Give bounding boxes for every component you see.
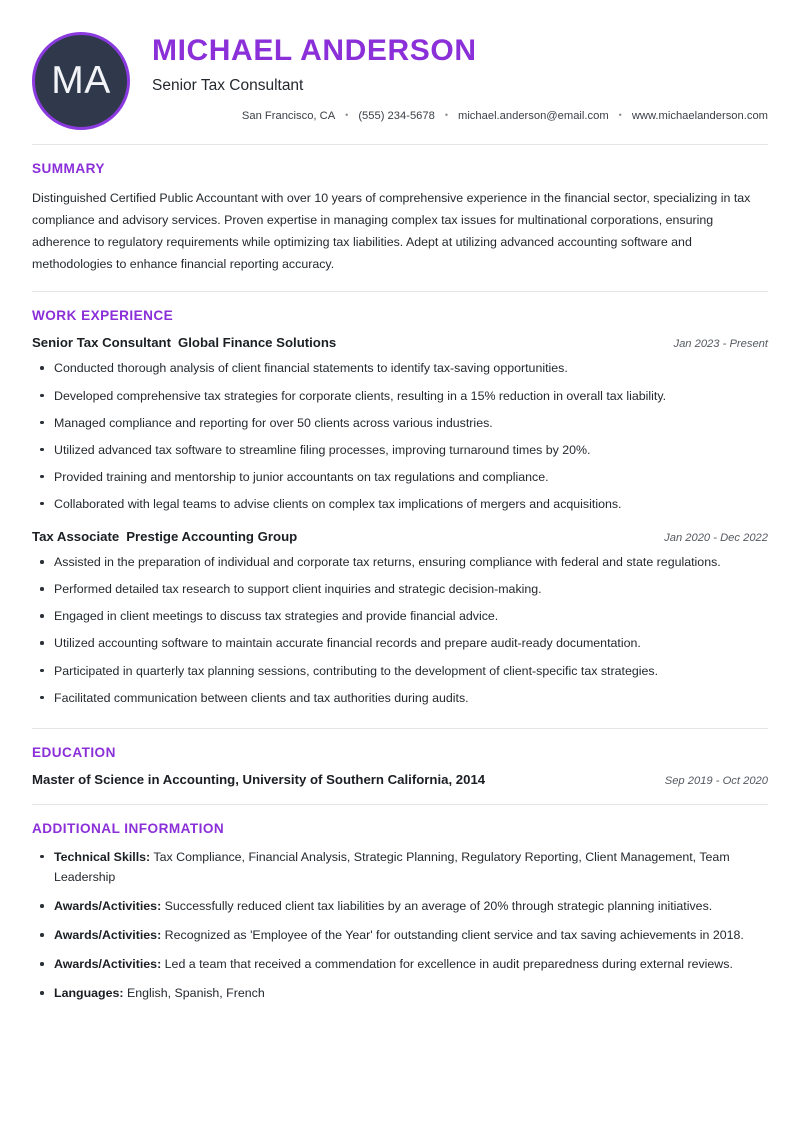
info-label: Technical Skills: xyxy=(54,849,151,864)
experience-date: Jan 2023 - Present xyxy=(673,338,768,351)
info-value: English, Spanish, French xyxy=(127,986,265,1001)
info-label: Awards/Activities: xyxy=(54,957,162,972)
summary-text: Distinguished Certified Public Accountant with over 10 years of comprehensive experience in the financial sector, specializing in tax compliance and advisory services. Proven expertise in managing complex tax issues for multinational corporations, ensuring adherence to regulatory requirements while optimizing tax liabilities. Adept at utilizing advanced accounting software and methodologies to enhance financial reporting accuracy. xyxy=(32,191,751,272)
list-item: Utilized advanced tax software to streamline filing processes, improving turnaround times by 20%. xyxy=(32,440,768,460)
education-date: Sep 2019 - Oct 2020 xyxy=(664,774,768,787)
list-item xyxy=(32,847,768,887)
summary-body xyxy=(32,187,768,291)
experience-entry xyxy=(32,528,768,708)
education-entry xyxy=(32,771,768,788)
list-item: Participated in quarterly tax planning sessions, contributing to the development of client-specific tax strategies. xyxy=(32,661,768,681)
additional-information-body xyxy=(32,847,768,1020)
section-summary xyxy=(32,145,768,291)
contact-phone[interactable]: (555) 234-5678 xyxy=(358,110,435,123)
avatar xyxy=(32,32,130,130)
experience-bullet-list xyxy=(32,552,768,708)
contact-location: San Francisco, CA xyxy=(241,110,336,123)
list-item xyxy=(32,925,768,945)
list-item xyxy=(32,954,768,974)
contact-email[interactable]: michael.anderson@email.com xyxy=(458,110,609,123)
work-experience-body xyxy=(32,334,768,727)
experience-bullet-list xyxy=(32,358,768,514)
section-title-education: EDUCATION xyxy=(32,744,116,760)
list-item: Conducted thorough analysis of client financial statements to identify tax-saving opportunities. xyxy=(32,358,768,378)
resume-header xyxy=(32,0,768,144)
list-item: Facilitated communication between clients and tax authorities during audits. xyxy=(32,688,768,708)
experience-entry xyxy=(32,334,768,514)
experience-heading xyxy=(32,528,297,545)
section-title-work-experience: WORK EXPERIENCE xyxy=(32,308,174,324)
list-item xyxy=(32,896,768,916)
list-item xyxy=(32,983,768,1003)
page-title: MICHAEL ANDERSON xyxy=(152,34,477,67)
avatar-initials: MA xyxy=(51,59,111,102)
experience-date: Jan 2020 - Dec 2022 xyxy=(664,532,768,545)
section-title-summary: SUMMARY xyxy=(32,161,105,176)
info-value: Recognized as 'Employee of the Year' for outstanding client service and tax saving achievements in 2018. xyxy=(164,928,744,943)
experience-entry-head xyxy=(32,528,768,545)
additional-information-list xyxy=(32,847,768,1004)
info-label: Awards/Activities: xyxy=(54,899,162,914)
education-body xyxy=(32,771,768,804)
section-additional-information xyxy=(32,805,768,1020)
experience-job-title: Senior Tax Consultant xyxy=(32,335,171,351)
list-item: Developed comprehensive tax strategies for corporate clients, resulting in a 15% reduction in overall tax liability. xyxy=(32,386,768,406)
list-item: Utilized accounting software to maintain accurate financial records and prepare audit-ready documentation. xyxy=(32,633,768,653)
header-text-block xyxy=(130,30,768,124)
list-item: Provided training and mentorship to junior accountants on tax regulations and compliance. xyxy=(32,467,768,487)
info-value: Tax Compliance, Financial Analysis, Strategic Planning, Regulatory Reporting, Client Management, Team Leadership xyxy=(54,849,730,884)
experience-job-title: Tax Associate xyxy=(32,529,120,545)
experience-entry-head xyxy=(32,334,768,351)
section-work-experience xyxy=(32,292,768,727)
info-label: Languages: xyxy=(54,986,124,1001)
contact-separator-icon: • xyxy=(618,109,622,120)
info-value: Led a team that received a commendation for excellence in audit preparedness during external reviews. xyxy=(164,957,733,972)
list-item: Performed detailed tax research to support client inquiries and strategic decision-making. xyxy=(32,579,768,599)
contact-separator-icon: • xyxy=(345,109,349,120)
info-label: Awards/Activities: xyxy=(54,928,162,943)
header-job-title: Senior Tax Consultant xyxy=(152,76,304,94)
contact-website[interactable]: www.michaelanderson.com xyxy=(631,110,768,123)
section-title-additional-information: ADDITIONAL INFORMATION xyxy=(32,820,225,836)
education-degree: Master of Science in Accounting, University of Southern California, 2014 xyxy=(32,771,486,787)
list-item: Engaged in client meetings to discuss tax strategies and provide financial advice. xyxy=(32,606,768,626)
list-item: Collaborated with legal teams to advise clients on complex tax implications of mergers and acquisitions. xyxy=(32,494,768,514)
list-item: Managed compliance and reporting for over 50 clients across various industries. xyxy=(32,413,768,433)
experience-heading xyxy=(32,334,336,351)
experience-company: Global Finance Solutions xyxy=(177,335,337,351)
info-value: Successfully reduced client tax liabilities by an average of 20% through strategic planning initiatives. xyxy=(164,899,713,914)
list-item: Assisted in the preparation of individual and corporate tax returns, ensuring compliance with federal and state regulations. xyxy=(32,552,768,572)
contact-separator-icon: • xyxy=(444,109,448,120)
section-education xyxy=(32,729,768,804)
contact-line xyxy=(152,109,768,124)
experience-company: Prestige Accounting Group xyxy=(126,529,298,545)
